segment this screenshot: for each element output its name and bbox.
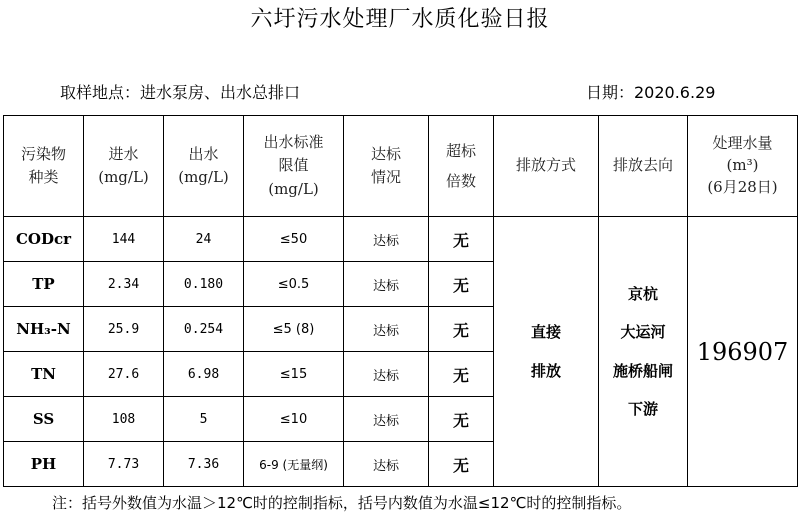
header-influent	[84, 116, 164, 217]
header-pollutant-line: 污染物	[20, 144, 66, 163]
influent-value: 144	[84, 217, 164, 262]
header-exceed	[429, 116, 494, 217]
header-compliance-line: 情况	[370, 168, 401, 186]
limit-value: ≤15	[244, 352, 344, 397]
header-discharge-method: 排放方式	[494, 116, 599, 217]
influent-value: 25.9	[84, 307, 164, 352]
header-effluent	[164, 116, 244, 217]
discharge-method-cell	[494, 217, 599, 487]
header-pollutant	[4, 116, 84, 217]
exceed-multiple: 无	[429, 397, 494, 442]
pollutant-name: CODcr	[4, 217, 84, 262]
water-quality-table	[3, 115, 798, 487]
pollutant-name: PH	[4, 442, 84, 487]
effluent-value: 6.98	[164, 352, 244, 397]
header-discharge-destination: 排放去向	[599, 116, 688, 217]
header-volume	[688, 116, 798, 217]
compliance-status: 达标	[344, 217, 429, 262]
limit-value: ≤50	[244, 217, 344, 262]
header-exceed-line: 倍数	[445, 172, 476, 190]
header-limit	[244, 116, 344, 217]
influent-value: 7.73	[84, 442, 164, 487]
table-row	[4, 217, 798, 262]
header-influent-line: (mg/L)	[98, 168, 149, 186]
exceed-multiple: 无	[429, 307, 494, 352]
header-limit-line: 出水标准	[263, 133, 324, 152]
pollutant-name: TP	[4, 262, 84, 307]
pollutant-name: TN	[4, 352, 84, 397]
report-title: 六圩污水处理厂水质化验日报	[250, 7, 550, 32]
header-compliance-line: 达标	[370, 144, 401, 163]
header-volume-line: (6月28日)	[707, 177, 778, 196]
header-volume-line: (m³)	[726, 156, 759, 175]
compliance-status: 达标	[344, 397, 429, 442]
effluent-value: 24	[164, 217, 244, 262]
limit-value: 6-9 (无量纲)	[244, 442, 344, 487]
compliance-status: 达标	[344, 352, 429, 397]
sampling-site: 取样地点：进水泵房、出水总排口	[60, 83, 301, 102]
exceed-multiple: 无	[429, 217, 494, 262]
compliance-status: 达标	[344, 307, 429, 352]
effluent-value: 0.254	[164, 307, 244, 352]
header-pollutant-line: 种类	[28, 168, 59, 186]
treated-volume: 196907	[688, 217, 798, 487]
influent-value: 108	[84, 397, 164, 442]
effluent-value: 0.180	[164, 262, 244, 307]
discharge-destination-cell	[599, 217, 688, 487]
header-effluent-line: (mg/L)	[178, 168, 229, 186]
discharge-destination-line: 下游	[627, 399, 658, 418]
header-limit-line: 限值	[278, 156, 309, 175]
report-date: 日期：2020.6.29	[586, 83, 716, 102]
header-limit-line: (mg/L)	[268, 179, 319, 198]
influent-value: 2.34	[84, 262, 164, 307]
compliance-status: 达标	[344, 442, 429, 487]
discharge-destination-line: 京杭	[627, 285, 658, 303]
pollutant-name: SS	[4, 397, 84, 442]
discharge-destination-line: 施桥船闸	[612, 361, 673, 380]
effluent-value: 7.36	[164, 442, 244, 487]
header-compliance	[344, 116, 429, 217]
header-exceed-line: 超标	[445, 142, 476, 160]
discharge-method-line: 排放	[530, 361, 561, 380]
discharge-method-line: 直接	[530, 323, 561, 342]
footnote: 注：括号外数值为水温＞12℃时的控制指标，括号内数值为水温≤12℃时的控制指标。	[52, 494, 632, 512]
header-volume-line: 处理水量	[712, 134, 773, 153]
limit-value: ≤0.5	[244, 262, 344, 307]
exceed-multiple: 无	[429, 262, 494, 307]
influent-value: 27.6	[84, 352, 164, 397]
header-effluent-line: 出水	[188, 144, 219, 163]
table-header-row	[4, 116, 798, 217]
discharge-destination-line: 大运河	[620, 323, 666, 342]
pollutant-name: NH₃-N	[4, 307, 84, 352]
limit-value: ≤5 (8)	[244, 307, 344, 352]
compliance-status: 达标	[344, 262, 429, 307]
exceed-multiple: 无	[429, 442, 494, 487]
exceed-multiple: 无	[429, 352, 494, 397]
header-influent-line: 进水	[108, 144, 139, 163]
limit-value: ≤10	[244, 397, 344, 442]
effluent-value: 5	[164, 397, 244, 442]
